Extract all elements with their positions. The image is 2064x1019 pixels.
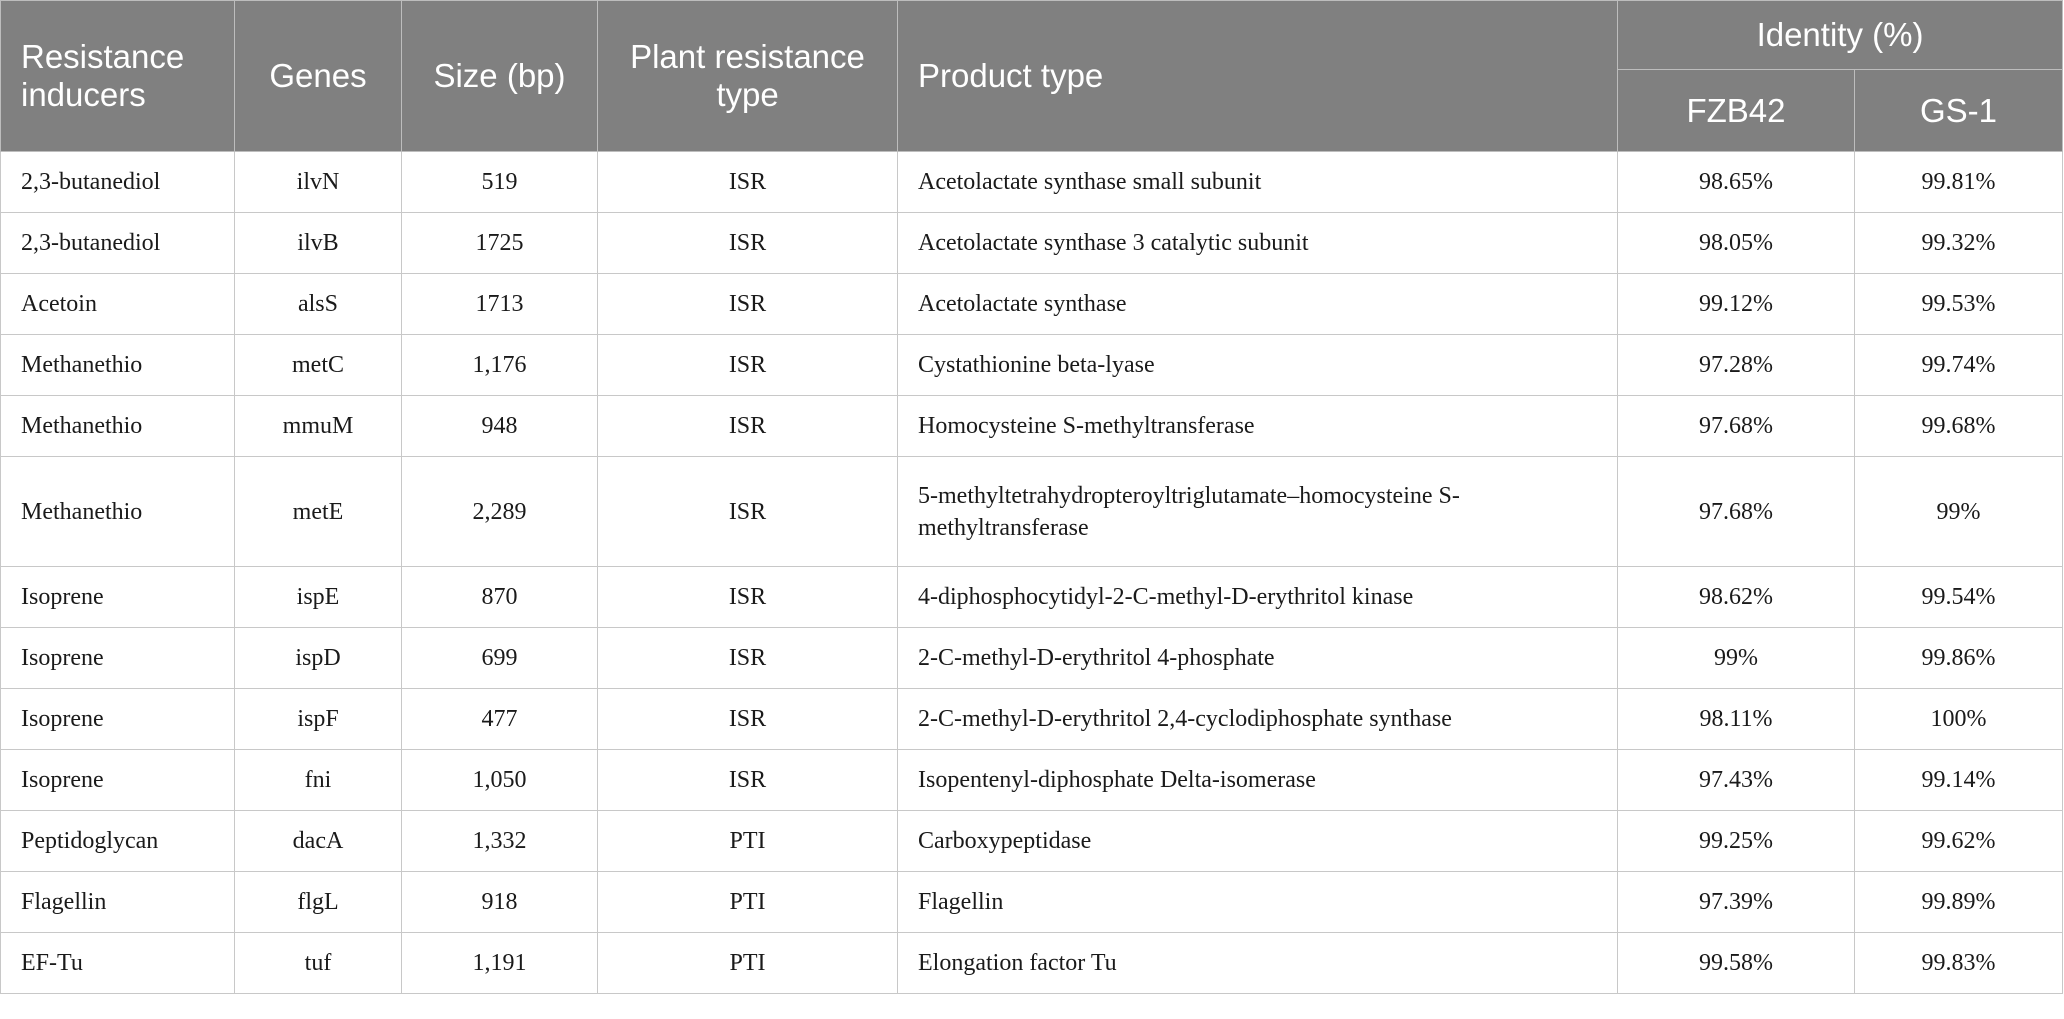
inducer-cell: Methanethio <box>1 396 235 457</box>
identity-gs1-cell: 99.81% <box>1855 152 2063 213</box>
identity-gs1-cell: 99.86% <box>1855 628 2063 689</box>
resistance-type-cell: PTI <box>598 933 898 994</box>
gene-cell: ispE <box>235 567 402 628</box>
resistance-type-cell: ISR <box>598 152 898 213</box>
identity-fzb42-cell: 99.58% <box>1618 933 1855 994</box>
table-row <box>1 872 2063 933</box>
inducer-cell: 2,3-butanediol <box>1 152 235 213</box>
product-type-cell: Flagellin <box>898 872 1618 933</box>
identity-gs1-cell: 99.83% <box>1855 933 2063 994</box>
table-row <box>1 274 2063 335</box>
identity-fzb42-cell: 98.65% <box>1618 152 1855 213</box>
size-cell: 948 <box>402 396 598 457</box>
identity-gs1-cell: 99% <box>1855 457 2063 567</box>
identity-gs1-cell: 99.54% <box>1855 567 2063 628</box>
product-type-cell: 2-C-methyl-D-erythritol 4-phosphate <box>898 628 1618 689</box>
gene-cell: alsS <box>235 274 402 335</box>
gene-cell: fni <box>235 750 402 811</box>
gene-cell: ispF <box>235 689 402 750</box>
inducer-cell: Isoprene <box>1 689 235 750</box>
resistance-type-cell: ISR <box>598 396 898 457</box>
identity-fzb42-cell: 97.28% <box>1618 335 1855 396</box>
product-type-cell: Carboxypeptidase <box>898 811 1618 872</box>
gene-cell: ilvN <box>235 152 402 213</box>
table-header <box>1 1 2063 152</box>
header-size: Size (bp) <box>402 1 598 152</box>
resistance-type-cell: ISR <box>598 213 898 274</box>
resistance-type-cell: ISR <box>598 274 898 335</box>
identity-gs1-cell: 99.68% <box>1855 396 2063 457</box>
resistance-type-cell: ISR <box>598 567 898 628</box>
product-type-cell: Homocysteine S-methyltransferase <box>898 396 1618 457</box>
resistance-type-cell: PTI <box>598 872 898 933</box>
gene-cell: tuf <box>235 933 402 994</box>
size-cell: 1,050 <box>402 750 598 811</box>
identity-fzb42-cell: 97.68% <box>1618 457 1855 567</box>
inducer-cell: Acetoin <box>1 274 235 335</box>
identity-fzb42-cell: 99% <box>1618 628 1855 689</box>
identity-fzb42-cell: 98.05% <box>1618 213 1855 274</box>
inducer-cell: Isoprene <box>1 750 235 811</box>
table-row <box>1 750 2063 811</box>
inducer-cell: 2,3-butanediol <box>1 213 235 274</box>
table-row <box>1 933 2063 994</box>
size-cell: 1,191 <box>402 933 598 994</box>
size-cell: 519 <box>402 152 598 213</box>
identity-gs1-cell: 99.32% <box>1855 213 2063 274</box>
identity-fzb42-cell: 99.12% <box>1618 274 1855 335</box>
size-cell: 918 <box>402 872 598 933</box>
inducer-cell: Flagellin <box>1 872 235 933</box>
inducer-cell: Isoprene <box>1 567 235 628</box>
product-type-cell: Elongation factor Tu <box>898 933 1618 994</box>
gene-cell: ispD <box>235 628 402 689</box>
resistance-type-cell: ISR <box>598 335 898 396</box>
header-fzb42: FZB42 <box>1618 70 1855 152</box>
product-type-cell: Isopentenyl-diphosphate Delta-isomerase <box>898 750 1618 811</box>
table-row <box>1 152 2063 213</box>
identity-gs1-cell: 99.53% <box>1855 274 2063 335</box>
product-type-cell: 5-methyltetrahydropteroyltriglutamate–homocysteine S-methyltransferase <box>898 457 1618 567</box>
inducer-cell: Isoprene <box>1 628 235 689</box>
inducer-cell: Peptidoglycan <box>1 811 235 872</box>
header-genes: Genes <box>235 1 402 152</box>
header-plant-resistance-type: Plant resistance type <box>598 1 898 152</box>
table-row <box>1 213 2063 274</box>
table-row <box>1 811 2063 872</box>
table-row <box>1 689 2063 750</box>
identity-fzb42-cell: 97.43% <box>1618 750 1855 811</box>
size-cell: 2,289 <box>402 457 598 567</box>
inducer-cell: EF-Tu <box>1 933 235 994</box>
resistance-type-cell: ISR <box>598 628 898 689</box>
inducer-cell: Methanethio <box>1 457 235 567</box>
resistance-type-cell: ISR <box>598 750 898 811</box>
size-cell: 1,332 <box>402 811 598 872</box>
product-type-cell: 2-C-methyl-D-erythritol 2,4-cyclodiphosphate synthase <box>898 689 1618 750</box>
header-resistance-inducers: Resistance inducers <box>1 1 235 152</box>
table-body <box>1 152 2063 994</box>
resistance-type-cell: ISR <box>598 457 898 567</box>
resistance-type-cell: PTI <box>598 811 898 872</box>
table-row <box>1 335 2063 396</box>
table-row <box>1 396 2063 457</box>
gene-cell: dacA <box>235 811 402 872</box>
identity-gs1-cell: 99.14% <box>1855 750 2063 811</box>
gene-cell: mmuM <box>235 396 402 457</box>
table-row <box>1 567 2063 628</box>
identity-gs1-cell: 100% <box>1855 689 2063 750</box>
product-type-cell: Acetolactate synthase <box>898 274 1618 335</box>
product-type-cell: Acetolactate synthase small subunit <box>898 152 1618 213</box>
identity-fzb42-cell: 97.39% <box>1618 872 1855 933</box>
identity-gs1-cell: 99.89% <box>1855 872 2063 933</box>
identity-fzb42-cell: 98.11% <box>1618 689 1855 750</box>
size-cell: 1713 <box>402 274 598 335</box>
header-identity: Identity (%) <box>1618 1 2063 70</box>
resistance-type-cell: ISR <box>598 689 898 750</box>
product-type-cell: Cystathionine beta-lyase <box>898 335 1618 396</box>
header-gs1: GS-1 <box>1855 70 2063 152</box>
identity-gs1-cell: 99.74% <box>1855 335 2063 396</box>
product-type-cell: 4-diphosphocytidyl-2-C-methyl-D-erythritol kinase <box>898 567 1618 628</box>
gene-cell: metC <box>235 335 402 396</box>
table-row <box>1 628 2063 689</box>
identity-gs1-cell: 99.62% <box>1855 811 2063 872</box>
size-cell: 1,176 <box>402 335 598 396</box>
size-cell: 870 <box>402 567 598 628</box>
size-cell: 1725 <box>402 213 598 274</box>
size-cell: 699 <box>402 628 598 689</box>
gene-cell: ilvB <box>235 213 402 274</box>
product-type-cell: Acetolactate synthase 3 catalytic subunit <box>898 213 1618 274</box>
gene-cell: flgL <box>235 872 402 933</box>
gene-cell: metE <box>235 457 402 567</box>
table-row <box>1 457 2063 567</box>
identity-fzb42-cell: 97.68% <box>1618 396 1855 457</box>
identity-fzb42-cell: 98.62% <box>1618 567 1855 628</box>
header-product-type: Product type <box>898 1 1618 152</box>
inducer-cell: Methanethio <box>1 335 235 396</box>
size-cell: 477 <box>402 689 598 750</box>
identity-fzb42-cell: 99.25% <box>1618 811 1855 872</box>
